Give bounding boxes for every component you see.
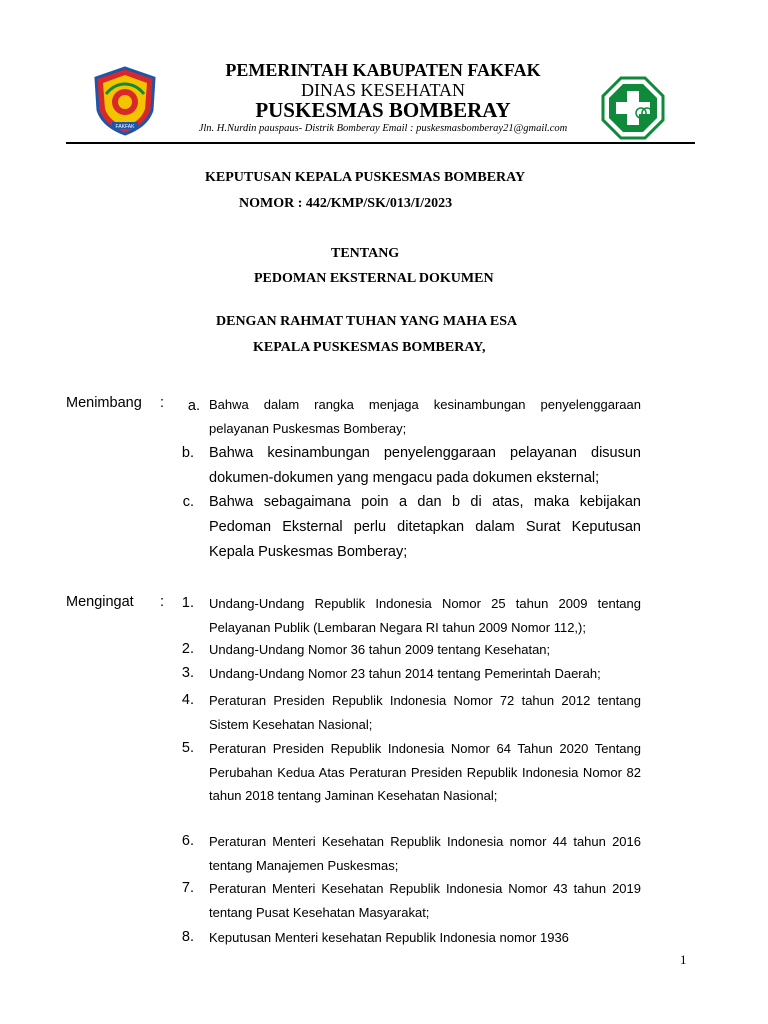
government-name: PEMERINTAH KABUPATEN FAKFAK xyxy=(225,60,541,80)
decision-subject: PEDOMAN EKSTERNAL DOKUMEN xyxy=(254,271,494,286)
mengingat-item: Undang-Undang Republik Indonesia Nomor 25 tahun 2009 tentang Pelayanan Publik (Lembaran Negara RI tahun 2009 Nomor 112,); xyxy=(209,596,641,635)
mengingat-marker: 5. xyxy=(181,740,194,756)
clinic-name: PUSKESMAS BOMBERAY xyxy=(255,98,511,122)
menimbang-item: Bahwa dalam rangka menjaga kesinambungan penyelenggaraan pelayanan Puskesmas Bomberay; xyxy=(209,397,641,436)
mengingat-marker: 1. xyxy=(181,595,194,611)
menimbang-marker: c. xyxy=(182,494,194,510)
decision-title: KEPUTUSAN KEPALA PUSKESMAS BOMBERAY xyxy=(205,170,526,185)
menimbang-colon: : xyxy=(160,395,165,411)
fakfak-emblem-icon xyxy=(92,66,158,136)
mengingat-item: Peraturan Presiden Republik Indonesia Nomor 72 tahun 2012 tentang Sistem Kesehatan Nasional; xyxy=(209,693,641,732)
mengingat-marker: 8. xyxy=(181,929,194,945)
menimbang-marker: b. xyxy=(181,445,194,461)
mengingat-item: Keputusan Menteri kesehatan Republik Indonesia nomor 1936 xyxy=(209,930,569,945)
agency-name: DINAS KESEHATAN xyxy=(300,80,466,100)
mengingat-colon: : xyxy=(160,594,165,610)
mengingat-item: Peraturan Menteri Kesehatan Republik Indonesia Nomor 43 tahun 2019 tentang Pusat Kesehatan Masyarakat; xyxy=(209,881,641,920)
official-title: KEPALA PUSKESMAS BOMBERAY, xyxy=(253,340,486,355)
menimbang-item: Bahwa sebagaimana poin a dan b di atas, maka kebijakan Pedoman Eksternal perlu ditetapkan dalam Surat Keputusan Kepala Puskesmas Bomberay; xyxy=(209,494,641,560)
menimbang-item: Bahwa kesinambungan penyelenggaraan pelayanan disusun dokumen-dokumen yang mengacu pada dokumen eksternal; xyxy=(209,445,641,486)
page-number: 1 xyxy=(680,952,687,967)
mengingat-item: Undang-Undang Nomor 36 tahun 2009 tentang Kesehatan; xyxy=(209,642,551,657)
svg-text:FAKFAK: FAKFAK xyxy=(115,124,135,130)
menimbang-label: Menimbang xyxy=(66,395,142,411)
mengingat-marker: 2. xyxy=(181,641,194,657)
letterhead-divider xyxy=(66,142,695,144)
mengingat-label: Mengingat xyxy=(66,594,134,610)
about-label: TENTANG xyxy=(331,246,400,261)
mengingat-marker: 7. xyxy=(181,880,194,896)
address-line: Jln. H.Nurdin pauspaus- Distrik Bomberay Email : puskesmasbomberay21@gmail.com xyxy=(198,123,568,134)
mengingat-item: Peraturan Presiden Republik Indonesia Nomor 64 Tahun 2020 Tentang Perubahan Kedua Atas Peraturan Presiden Republik Indonesia Nomor 82 tahun 2018 tentang Jaminan Kesehatan Nasional; xyxy=(209,741,641,803)
mengingat-marker: 4. xyxy=(181,692,194,708)
mengingat-item: Undang-Undang Nomor 23 tahun 2014 tentang Pemerintah Daerah; xyxy=(209,666,601,681)
mengingat-marker: 3. xyxy=(181,665,194,681)
menimbang-marker: a. xyxy=(187,398,200,414)
blessing-line: DENGAN RAHMAT TUHAN YANG MAHA ESA xyxy=(216,314,518,329)
mengingat-item: Peraturan Menteri Kesehatan Republik Indonesia nomor 44 tahun 2016 tentang Manajemen Puskesmas; xyxy=(209,834,641,873)
decision-number: NOMOR : 442/KMP/SK/013/I/2023 xyxy=(239,196,453,211)
mengingat-marker: 6. xyxy=(181,833,194,849)
